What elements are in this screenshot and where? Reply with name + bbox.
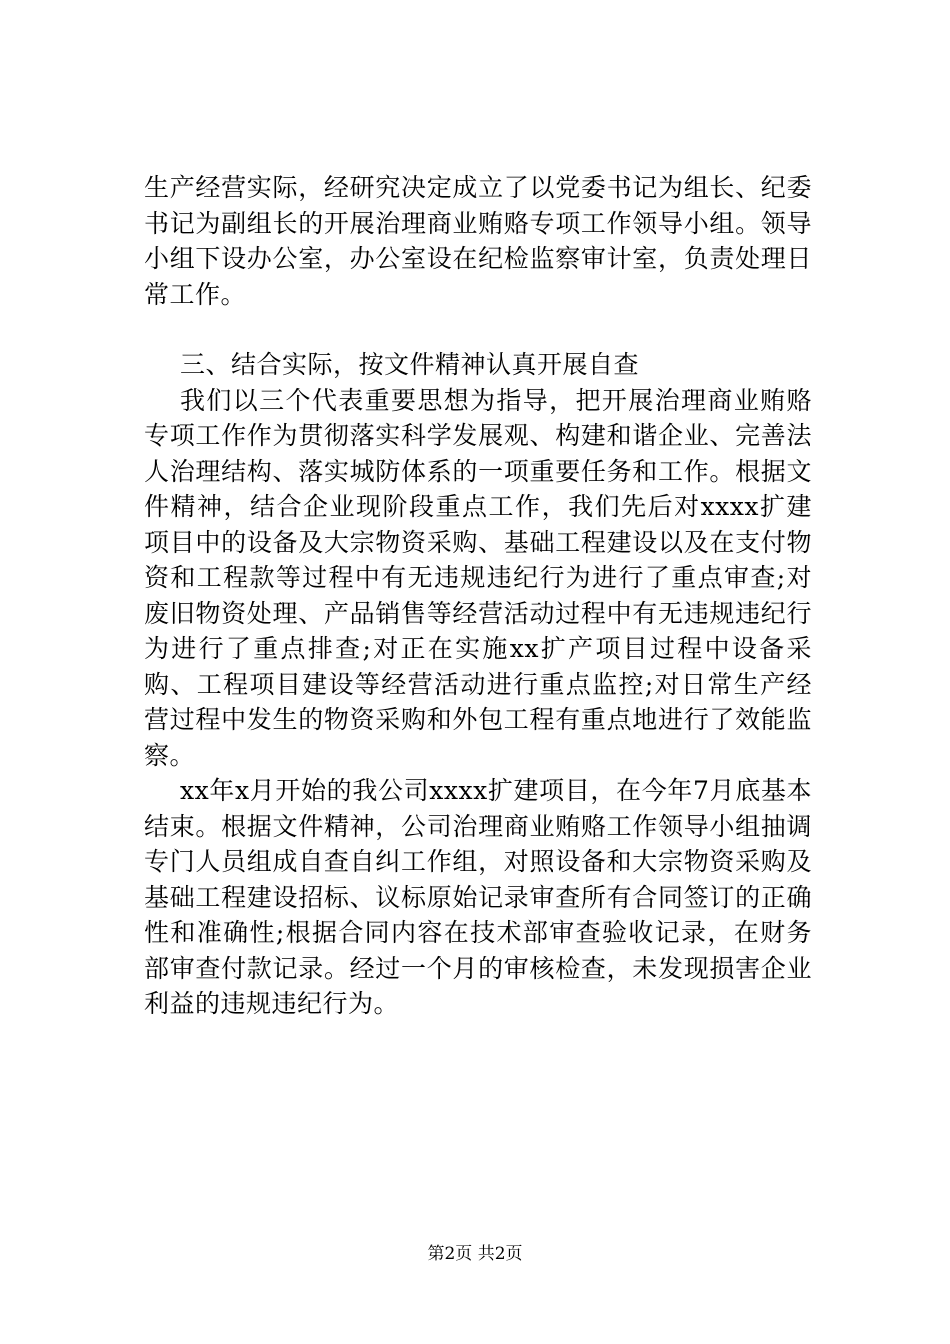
paragraph-self-inspection: 我们以三个代表重要思想为指导，把开展治理商业贿赂专项工作作为贯彻落实科学发展观、构建和谐企业、完善法人治理结构、落实城防体系的一项重要任务和工作。根据文件精神，结合企业现阶段重点工作，我们先后对xxxx扩建项目中的设备及大宗物资采购、基础工程建设以及在支付物资和工程款等过程中有无违规违纪行为进行了重点审查;对废旧物资处理、产品销售等经营活动过程中有无违规违纪行为进行了重点排查;对正在实施xx扩产项目过程中设备采购、工程项目建设等经营活动进行重点监控;对日常生产经营过程中发生的物资采购和外包工程有重点地进行了效能监察。 <box>144 385 812 770</box>
page-footer: 第2页 共2页 <box>427 1244 523 1264</box>
section-heading-three: 三、结合实际，按文件精神认真开展自查 <box>180 350 640 379</box>
paragraph-leading-text: 生产经营实际，经研究决定成立了以党委书记为组长、纪委书记为副组长的开展治理商业贿赂专项工作领导小组。领导小组下设办公室，办公室设在纪检监察审计室，负责处理日常工作。 <box>144 173 812 309</box>
paragraph-expansion-project: xx年x月开始的我公司xxxx扩建项目，在今年7月底基本结束。根据文件精神，公司治理商业贿赂工作领导小组抽调专门人员组成自查自纠工作组，对照设备和大宗物资采购及基础工程建设招标、议标原始记录审查所有合同签订的正确性和准确性;根据合同内容在技术部审查验收记录，在财务部审查付款记录。经过一个月的审核检查，未发现损害企业利益的违规违纪行为。 <box>144 776 812 1018</box>
document-body <box>144 170 812 1022</box>
